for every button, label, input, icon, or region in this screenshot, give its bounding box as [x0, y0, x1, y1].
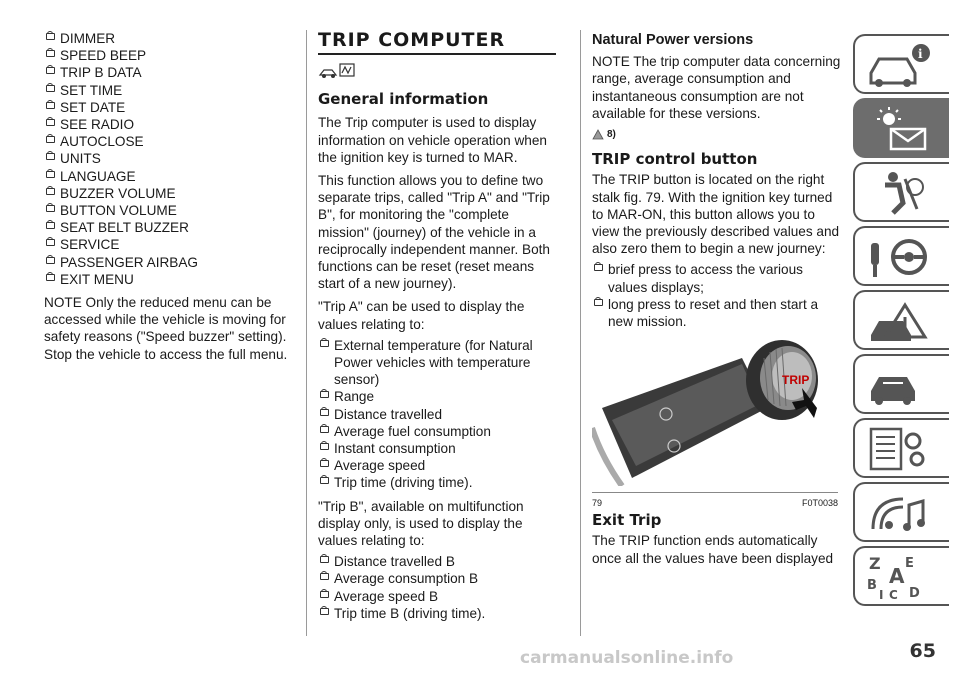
- figure-caption: [592, 492, 838, 512]
- list-item: Distance travelled: [318, 406, 556, 423]
- svg-text:E: E: [905, 556, 914, 571]
- svg-text:B: B: [867, 578, 877, 593]
- svg-text:C: C: [889, 588, 898, 601]
- list-item: SPEED BEEP: [44, 47, 296, 64]
- trip-b-list: [318, 553, 556, 622]
- figure-code: F0T0038: [801, 498, 838, 509]
- car-service-icon: [865, 361, 935, 409]
- paragraph: "Trip B", available on multifunction display only, is used to display the values relating to:: [318, 498, 524, 549]
- column-divider: [306, 30, 307, 636]
- list-item: Distance travelled B: [318, 553, 556, 570]
- tab-maintenance[interactable]: [853, 354, 949, 414]
- list-item: UNITS: [44, 150, 296, 167]
- figure-number: 79: [592, 498, 603, 509]
- paragraph: The TRIP button is located on the right stalk fig. 79. With the ignition key turned to MAR-ON, this button allows you to view the previously described values and also zero them to begin a new journey:: [592, 172, 840, 257]
- list-settings-icon: [865, 425, 935, 473]
- section-heading: Natural Power versions: [592, 32, 754, 48]
- music-satellite-icon: [865, 489, 935, 537]
- list-item: Average speed: [318, 457, 556, 474]
- tab-index[interactable]: [853, 546, 949, 606]
- warning-triangle-icon: [592, 129, 604, 140]
- section-heading: General information: [318, 90, 489, 109]
- list-item: SEAT BELT BUZZER: [44, 219, 296, 236]
- trip-computer-icon: [318, 61, 556, 83]
- seat-airbag-icon: [865, 169, 935, 217]
- warning-reference: [592, 126, 842, 143]
- svg-text:Z: Z: [869, 554, 881, 573]
- car-info-icon: [865, 41, 935, 89]
- list-item: AUTOCLOSE: [44, 133, 296, 150]
- list-item: EXIT MENU: [44, 271, 296, 288]
- key-steering-wheel-icon: [865, 233, 935, 281]
- trip-button-actions-list: [592, 261, 842, 330]
- paragraph: "Trip A" can be used to display the values relating to:: [318, 299, 525, 332]
- list-item: long press to reset and then start a new mission.: [592, 296, 842, 330]
- list-item: TRIP B DATA: [44, 64, 296, 81]
- list-item: SET TIME: [44, 82, 296, 99]
- column-3: [592, 30, 842, 571]
- watermark: carmanualsonline.info: [520, 648, 734, 668]
- list-item: Trip time (driving time).: [318, 474, 556, 491]
- speed-note: NOTE Only the reduced menu can be accessed while the vehicle is moving for safety reasons ("Speed buzzer" setting). Stop the vehicle to access the full menu.: [44, 295, 288, 362]
- tab-technical-data[interactable]: [853, 418, 949, 478]
- list-item: Range: [318, 388, 556, 405]
- page-title: TRIP COMPUTER: [318, 32, 556, 55]
- tab-emergency[interactable]: [853, 290, 949, 350]
- trip-button-label: TRIP: [782, 373, 810, 388]
- paragraph: This function allows you to define two separate trips, called "Trip A" and "Trip B", for monitoring the "complete mission" (journey) of the vehicle in a reciprocally independent manner. Both functions can be reset (reset means start of a new journey).: [318, 173, 550, 292]
- trip-a-list: [318, 337, 556, 492]
- paragraph: The TRIP function ends automatically once all the values have been displayed: [592, 533, 834, 566]
- list-item: Average consumption B: [318, 570, 556, 587]
- chapter-tabs: [853, 34, 951, 610]
- figure-trip-stalk: [592, 338, 838, 509]
- paragraph: The Trip computer is used to display information on vehicle operation when the ignition key is turned to MAR.: [318, 115, 547, 165]
- list-item: Average fuel consumption: [318, 423, 556, 440]
- svg-text:D: D: [909, 586, 920, 601]
- column-2: [318, 30, 556, 622]
- warning-ref-number: 8): [607, 129, 616, 141]
- tab-starting-driving[interactable]: [853, 226, 949, 286]
- list-item: SEE RADIO: [44, 116, 296, 133]
- list-item: BUZZER VOLUME: [44, 185, 296, 202]
- tab-car-info[interactable]: [853, 34, 949, 94]
- list-item: PASSENGER AIRBAG: [44, 254, 296, 271]
- tab-warning-lights[interactable]: [853, 98, 949, 158]
- car-accident-icon: [865, 297, 935, 345]
- list-item: LANGUAGE: [44, 168, 296, 185]
- svg-text:I: I: [879, 588, 884, 601]
- list-item: SERVICE: [44, 236, 296, 253]
- menu-item-list: [44, 30, 296, 288]
- list-item: Average speed B: [318, 588, 556, 605]
- list-item: SET DATE: [44, 99, 296, 116]
- list-item: BUTTON VOLUME: [44, 202, 296, 219]
- column-1: [44, 30, 296, 367]
- section-heading: TRIP control button: [592, 150, 758, 169]
- list-item: DIMMER: [44, 30, 296, 47]
- svg-text:i: i: [918, 47, 923, 61]
- warning-light-envelope-icon: [865, 105, 935, 153]
- paragraph: NOTE The trip computer data concerning range, average consumption and instantaneous consumption are not available for these versions.: [592, 54, 841, 121]
- tab-safety[interactable]: [853, 162, 949, 222]
- page-number: 65: [909, 640, 936, 662]
- list-item: Trip time B (driving time).: [318, 605, 556, 622]
- list-item: brief press to access the various values displays;: [592, 261, 842, 295]
- list-item: External temperature (for Natural Power vehicles with temperature sensor): [318, 337, 556, 389]
- svg-text:A: A: [889, 564, 905, 588]
- column-divider: [580, 30, 581, 636]
- list-item: Instant consumption: [318, 440, 556, 457]
- stalk-illustration: [592, 338, 838, 486]
- tab-multimedia[interactable]: [853, 482, 949, 542]
- alphabetical-index-icon: [865, 553, 935, 601]
- section-heading: Exit Trip: [592, 511, 662, 530]
